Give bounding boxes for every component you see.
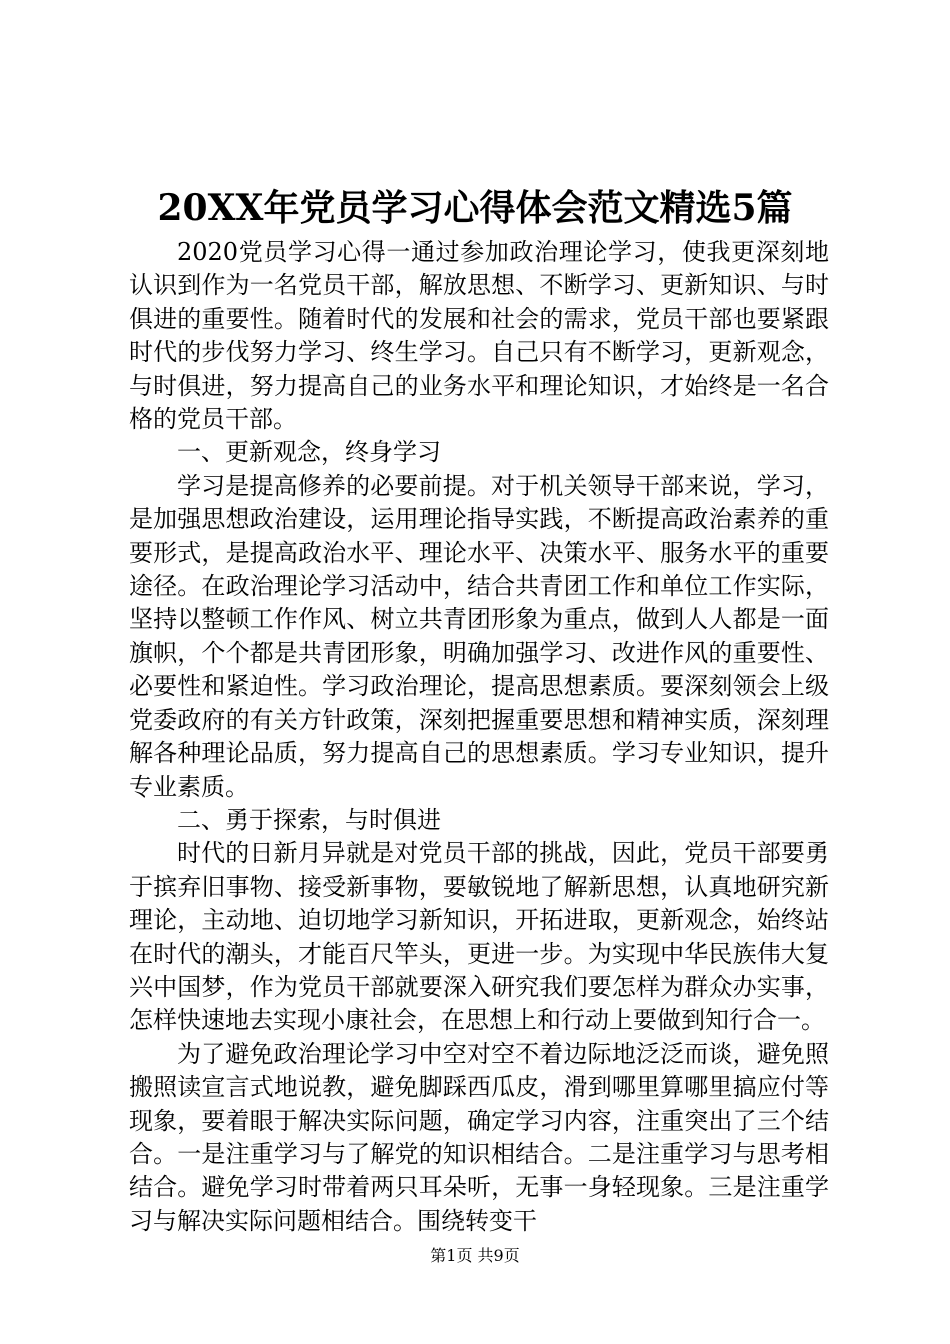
document-body	[129, 236, 829, 1238]
section-heading: 一、更新观念，终身学习	[177, 438, 441, 467]
document-title: 20XX年党员学习心得体会范文精选5篇	[157, 187, 793, 229]
paragraph: 时代的日新月异就是对党员干部的挑战，因此，党员干部要勇于摈弃旧事物、接受新事物，要敏锐地了解新思想，认真地研究新理论，主动地、迫切地学习新知识，开拓进取，更新观念，始终站在时代的潮头，才能百尺竿头，更进一步。为实现中华民族伟大复兴中国梦，作为党员干部就要深入研究我们要怎样为群众办实事，怎样快速地去实现小康社会，在思想上和行动上要做到知行合一。	[129, 839, 829, 1035]
paragraph: 2020党员学习心得一通过参加政治理论学习，使我更深刻地认识到作为一名党员干部，解放思想、不断学习、更新知识、与时俱进的重要性。随着时代的发展和社会的需求，党员干部也要紧跟时代的步伐努力学习、终生学习。自己只有不断学习，更新观念，与时俱进，努力提高自己的业务水平和理论知识，才始终是一名合格的党员干部。	[129, 238, 829, 434]
page-footer: 第1页 共9页	[430, 1246, 520, 1265]
section-heading: 二、勇于探索，与时俱进	[177, 805, 441, 834]
paragraph: 为了避免政治理论学习中空对空不着边际地泛泛而谈，避免照搬照读宣言式地说教，避免脚踩西瓜皮，滑到哪里算哪里搞应付等现象，要着眼于解决实际问题，确定学习内容，注重突出了三个结合。一是注重学习与了解党的知识相结合。二是注重学习与思考相结合。避免学习时带着两只耳朵听，无事一身轻现象。三是注重学习与解决实际问题相结合。围绕转变干	[129, 1039, 829, 1235]
paragraph: 学习是提高修养的必要前提。对于机关领导干部来说，学习，是加强思想政治建设，运用理论指导实践，不断提高政治素养的重要形式，是提高政治水平、理论水平、决策水平、服务水平的重要途径。在政治理论学习活动中，结合共青团工作和单位工作实际，坚持以整顿工作作风、树立共青团形象为重点，做到人人都是一面旗帜，个个都是共青团形象，明确加强学习、改进作风的重要性、必要性和紧迫性。学习政治理论，提高思想素质。要深刻领会上级党委政府的有关方针政策，深刻把握重要思想和精神实质，深刻理解各种理论品质，努力提高自己的思想素质。学习专业知识，提升专业素质。	[129, 471, 829, 801]
